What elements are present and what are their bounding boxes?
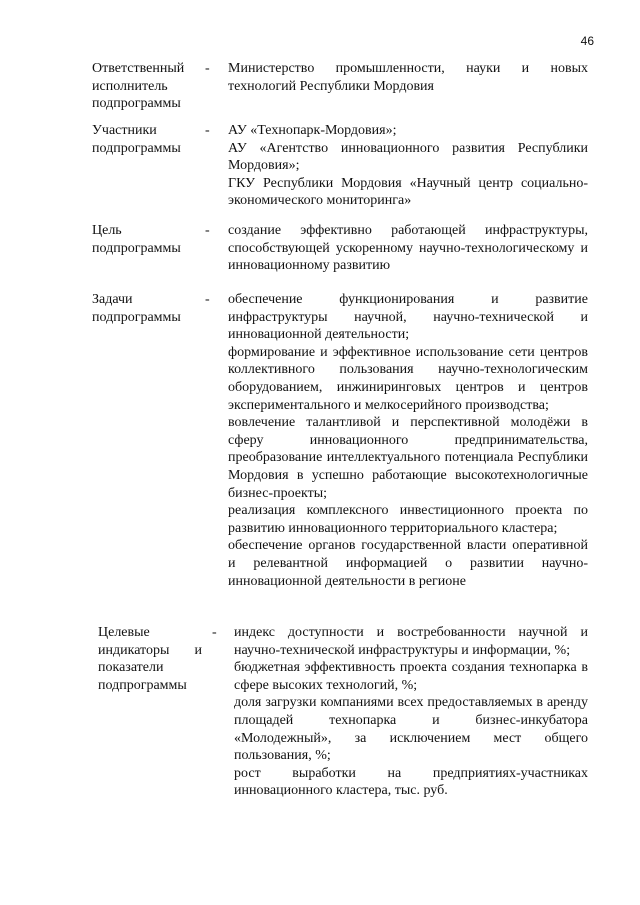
row-label: Участники подпрограммы	[92, 123, 181, 156]
value-paragraph: обеспечение функционирования и развитие инфраструктуры научной, научно-технической и инновационной деятельности;	[228, 292, 588, 343]
value-paragraph: реализация комплексного инвестиционного проекта по развитию инновационного территориального кластера;	[228, 503, 588, 536]
row-label: Целевые индикаторы и показатели подпрограммы	[98, 625, 202, 693]
value-paragraph: создание эффективно работающей инфраструктуры, способствующей ускоренному научно-технологическому и инновационному развитию	[228, 223, 588, 274]
row-value	[228, 60, 588, 95]
row-dash: -	[205, 292, 210, 307]
row-value	[228, 291, 588, 590]
value-paragraph: обеспечение органов государственной власти оперативной и релевантной информацией о развитии научно-инновационной деятельности в регионе	[228, 538, 588, 589]
value-paragraph: рост выработки на предприятиях-участниках инновационного кластера, тыс. руб.	[234, 765, 588, 799]
row-label: Цель подпрограммы	[92, 223, 181, 256]
row-value	[228, 122, 588, 210]
row-dash: -	[205, 123, 210, 138]
value-paragraph: ГКУ Республики Мордовия «Научный центр социально-экономического мониторинга»	[228, 175, 588, 209]
value-paragraph: АУ «Агентство инновационного развития Республики Мордовия»;	[228, 140, 588, 174]
value-paragraph: бюджетная эффективность проекта создания технопарка в сфере высоких технологий, %;	[234, 660, 588, 693]
value-paragraph: формирование и эффективное использование сети центров коллективного пользования научно-технологическим оборудованием, инжиниринговых центров и центров экспериментального и мелкосерийного производства;	[228, 344, 588, 413]
value-paragraph: вовлечение талантливой и перспективной молодёжи в сферу инновационного предпринимательства, преобразование интеллектуального потенциала Республики Мордовия в успешно работающие высокотехнологичные бизнес-проекты;	[228, 415, 588, 501]
page-number: 46	[580, 34, 594, 48]
row-value	[228, 222, 588, 275]
row-dash: -	[205, 223, 210, 238]
value-paragraph: АУ «Технопарк-Мордовия»;	[228, 123, 397, 138]
row-value	[234, 624, 588, 800]
row-label: Ответственный исполнитель подпрограммы	[92, 61, 185, 112]
row-dash: -	[205, 61, 210, 76]
value-paragraph: доля загрузки компаниями всех предоставляемых в аренду площадей технопарка и бизнес-инкубатора «Молодежный», за исключением мест общего пользования, %;	[234, 695, 588, 764]
value-paragraph: индекс доступности и востребованности научной и научно-технической инфраструктуры и информации, %;	[234, 625, 588, 658]
row-label: Задачи подпрограммы	[92, 292, 181, 325]
value-paragraph: Министерство промышленности, науки и новых технологий Республики Мордовия	[228, 61, 588, 94]
row-dash: -	[212, 625, 217, 640]
